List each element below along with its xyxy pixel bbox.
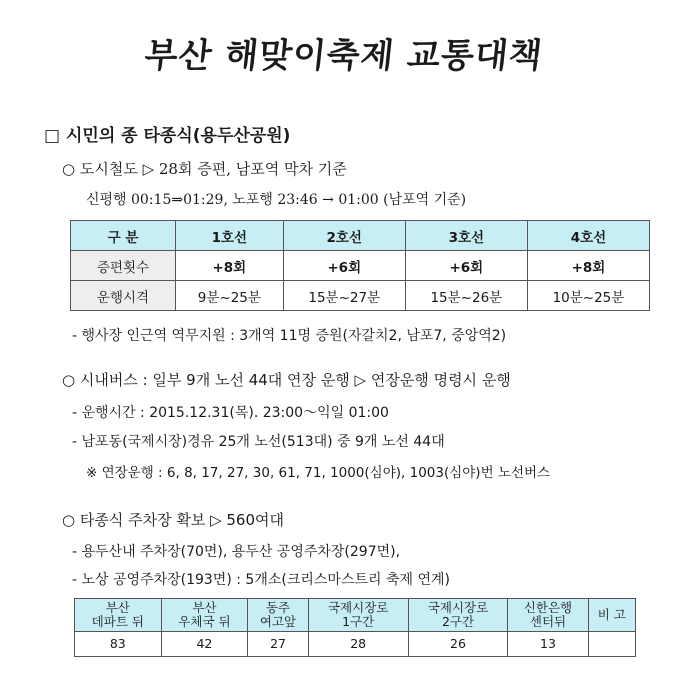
parking-table (74, 598, 636, 657)
table-header-cell: 1호선 (176, 221, 284, 251)
bus-line: - 운행시간 : 2015.12.31(목). 23:00～익일 01:00 (72, 405, 389, 421)
table-cell: +6회 (283, 251, 405, 281)
bus-note: ※ 연장운행 : 6, 8, 17, 27, 30, 61, 71, 1000(심야), 1003(심야)번 노선버스 (86, 465, 551, 481)
table-header-row (71, 221, 650, 251)
table-header-cell: 2호선 (283, 221, 405, 251)
header-line: 국제시장로 (427, 600, 489, 615)
table-header-cell (308, 599, 408, 632)
parking-heading: ○ 타종식 주차장 확보 ▷ 560여대 (62, 511, 284, 529)
table-row (71, 281, 650, 311)
header-line: 센터뒤 (529, 614, 567, 629)
table-header-cell (161, 599, 248, 632)
section-heading: □ 시민의 종 타종식(용두산공원) (44, 126, 291, 146)
table-cell: +8회 (527, 251, 649, 281)
table-cell: 13 (508, 632, 588, 657)
header-line: 신한은행 (523, 600, 573, 615)
table-cell: 26 (408, 632, 508, 657)
bus-heading: ○ 시내버스 : 일부 9개 노선 44대 연장 운행 ▷ 연장운행 명령시 운행 (62, 371, 511, 389)
header-line: 국제시장로 (327, 600, 389, 615)
table-cell: 28 (308, 632, 408, 657)
subway-detail: 신평행 00:15⇒01:29, 노포행 23:46 → 01:00 (남포역 기준) (86, 192, 467, 208)
table-header-cell (75, 599, 162, 632)
parking-line: - 노상 공영주차장(193면) : 5개소(크리스마스트리 축제 연계) (72, 572, 450, 588)
table-header-cell: 구 분 (71, 221, 176, 251)
header-line: 부산 (105, 600, 130, 615)
table-header-cell (248, 599, 309, 632)
table-row (75, 632, 636, 657)
header-line: 데파트 뒤 (91, 614, 144, 629)
table-row (71, 251, 650, 281)
subway-table (70, 220, 650, 311)
subway-heading: ○ 도시철도 ▷ 28회 증편, 남포역 막차 기준 (62, 160, 347, 178)
table-cell: 83 (75, 632, 162, 657)
parking-line: - 용두산내 주차장(70면), 용두산 공영주차장(297면), (72, 544, 401, 560)
header-line: 부산 (192, 600, 217, 615)
table-cell: +6회 (405, 251, 527, 281)
table-header-cell (588, 599, 635, 632)
bus-line: - 남포동(국제시장)경유 25개 노선(513대) 중 9개 노선 44대 (72, 434, 445, 450)
table-cell: 27 (248, 632, 309, 657)
header-line: 2구간 (441, 614, 475, 629)
table-header-row (75, 599, 636, 632)
header-line: 여고앞 (259, 614, 297, 629)
page-title: 부산 해맞이축제 교통대책 (142, 36, 545, 76)
table-cell: 9분~25분 (176, 281, 284, 311)
table-cell: 15분~27분 (283, 281, 405, 311)
header-line: 우체국 뒤 (178, 614, 231, 629)
table-header-cell (408, 599, 508, 632)
header-line: 비 고 (597, 607, 626, 622)
header-line: 1구간 (342, 614, 375, 629)
table-header-cell: 3호선 (405, 221, 527, 251)
table-cell: 10분~25분 (527, 281, 649, 311)
table-row-label: 증편횟수 (71, 251, 176, 281)
header-line: 동주 (265, 600, 291, 615)
table-header-cell: 4호선 (527, 221, 649, 251)
table-cell: 15분~26분 (405, 281, 527, 311)
table-row-label: 운행시격 (71, 281, 176, 311)
table-cell (588, 632, 635, 657)
table-header-cell (508, 599, 588, 632)
table-cell: 42 (161, 632, 248, 657)
subway-note: - 행사장 인근역 역무지원 : 3개역 11명 증원(자갈치2, 남포7, 중앙역2) (72, 328, 507, 344)
table-cell: +8회 (176, 251, 284, 281)
